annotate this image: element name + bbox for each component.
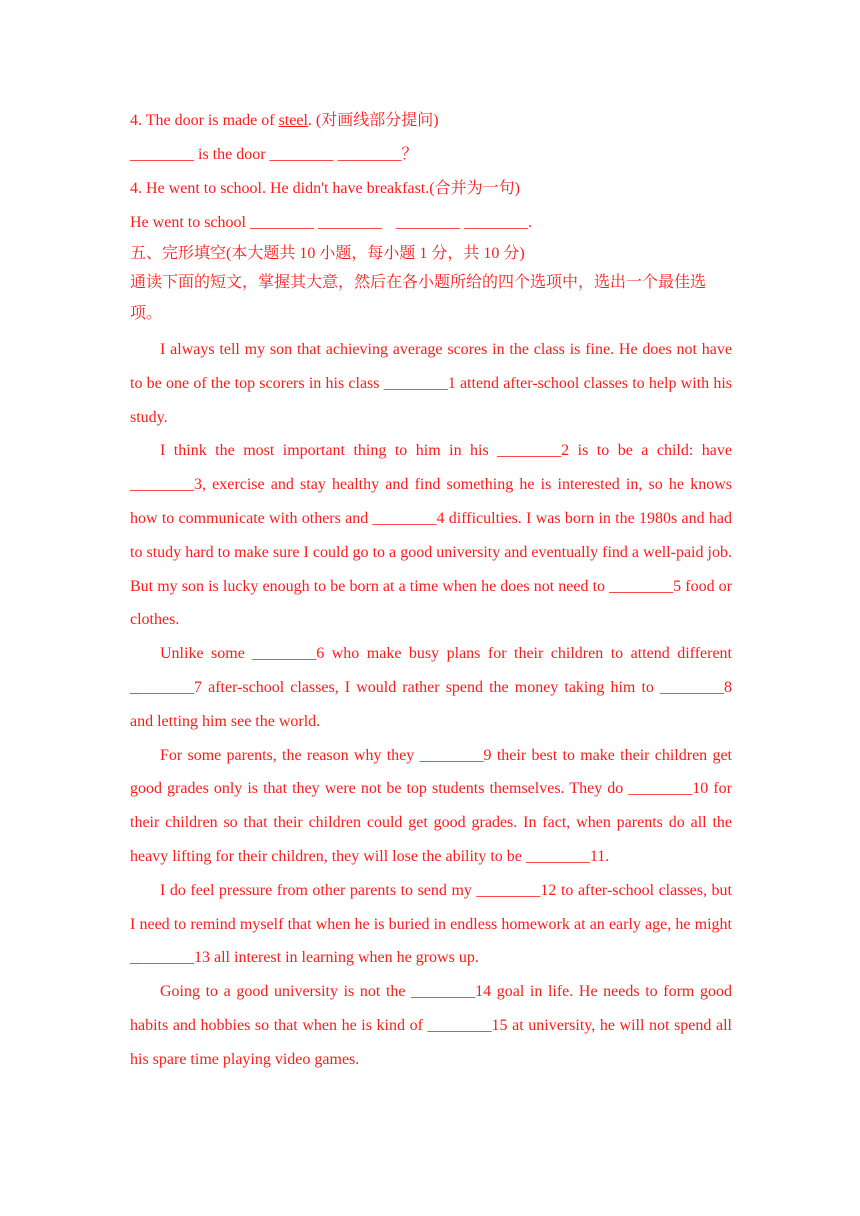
- question-4a-text: 4. The door is made of: [130, 112, 279, 129]
- question-4b-prompt: 4. He went to school. He didn't have breakfast.(合并为一句): [130, 180, 520, 197]
- question-4a-instruction: . (对画线部分提问): [307, 112, 439, 129]
- section-5-instructions: 通读下面的短文，掌握其大意，然后在各小题所给的四个选项中，选出一个最佳选项。: [130, 274, 707, 322]
- passage-paragraph: Going to a good university is not the ________14 goal in life. He needs to form good habits and hobbies so that when he is kind of ________15 at university, he will not spend all his spare time playing video games.: [130, 983, 732, 1068]
- answer-line-start: He went to school ________ ________: [130, 214, 382, 231]
- passage-paragraph: I do feel pressure from other parents to send my ________12 to after-school classes, but I need to remind myself that when he is buried in endless homework at an early age, he might ________13 all interest in learning when he grows up.: [130, 881, 732, 967]
- worksheet-page: [130, 104, 732, 1077]
- question-4a-prompt: [130, 104, 732, 138]
- question-4b-answer-line: [130, 206, 732, 240]
- passage-paragraph: I always tell my son that achieving average scores in the class is fine. He does not have to be one of the top scorers in his class ________1 attend after-school classes to help with his study.: [130, 341, 732, 426]
- passage-paragraph: I think the most important thing to him in his ________2 is to be a child: have ________3, exercise and stay healthy and find something he is interested in, so he knows how to communicate with others and ________4 difficulties. I was born in the 1980s and had to study hard to make sure I could go to a good university and eventually find a well-paid job. But my son is lucky enough to be born at a time when he does not need to ________5 food or clothes.: [130, 442, 732, 629]
- underlined-word: steel: [278, 112, 308, 129]
- passage-paragraph: For some parents, the reason why they ________9 their best to make their children get good grades only is that they were not be top students themselves. They do ________10 for their children so that their children could get good grades. In fact, when parents do all the heavy lifting for their children, they will lose the ability to be ________11.: [130, 746, 732, 865]
- answer-line-end: ________ ________.: [395, 214, 532, 231]
- question-4a-answer-line: ________ is the door ________ ________？: [130, 146, 418, 163]
- section-5-heading: 五、完形填空(本大题共 10 小题，每小题 1 分，共 10 分): [130, 245, 525, 262]
- passage-paragraph: Unlike some ________6 who make busy plans for their children to attend different ________7 after-school classes, I would rather spend the money taking him to ________8 and letting him see the world.: [130, 645, 732, 730]
